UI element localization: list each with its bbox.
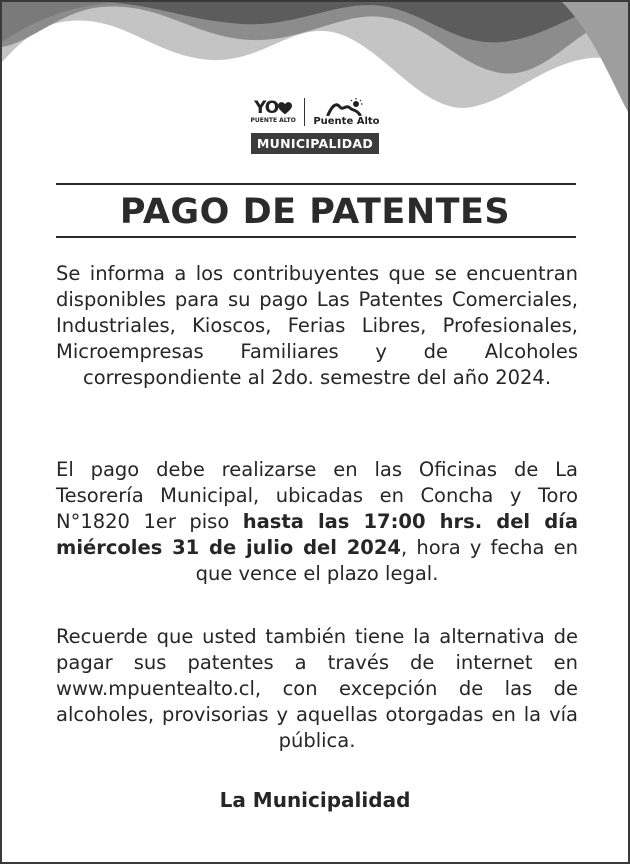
paragraph-payment-deadline — [56, 457, 578, 587]
paragraph-online-payment: Recuerde que usted también tiene la alternativa de pagar sus patentes a través de internet en www.mpuentealto.cl, con excepción de las de alcoholes, provisorias y aquellas otorgadas en la vía pública. — [56, 625, 578, 752]
heart-icon — [278, 102, 292, 115]
signature: La Municipalidad — [219, 788, 411, 812]
yo-text: YO — [254, 98, 279, 118]
puente-alto-logo — [313, 98, 379, 127]
payment-deadline-bold: hasta las 17:00 hrs. del día miércoles 31 de julio del 2024 — [56, 510, 578, 559]
yo-puente-alto-logo — [250, 100, 295, 124]
page-title: PAGO DE PATENTES — [119, 192, 511, 232]
title-rule-bottom — [56, 236, 576, 238]
logo-block — [2, 94, 628, 154]
logo-divider — [304, 98, 306, 126]
paragraph-availability: Se informa a los contribuyentes que se encuentran disponibles para su pago Las Patentes Comerciales, Industriales, Kioscos, Ferias Libres, Profesionales, Microempresas Familiares y de Alcoholes correspondiente al 2do. semestre del año 2024. — [56, 262, 578, 389]
yo-subtitle: PUENTE ALTO — [250, 117, 296, 124]
title-rule-top — [56, 183, 576, 185]
payment-text-part2: , hora y fecha en que vence el plazo legal. — [195, 536, 578, 585]
logo-row — [250, 94, 379, 130]
municipalidad-badge: MUNICIPALIDAD — [251, 133, 379, 154]
mountain-sun-icon — [326, 98, 366, 116]
puente-alto-name: Puente Alto — [313, 115, 380, 127]
payment-text-part1: El pago debe realizarse en las Oficinas de La Tesorería Municipal, ubicadas en Concha y Toro N°1820 1er piso — [56, 458, 578, 533]
